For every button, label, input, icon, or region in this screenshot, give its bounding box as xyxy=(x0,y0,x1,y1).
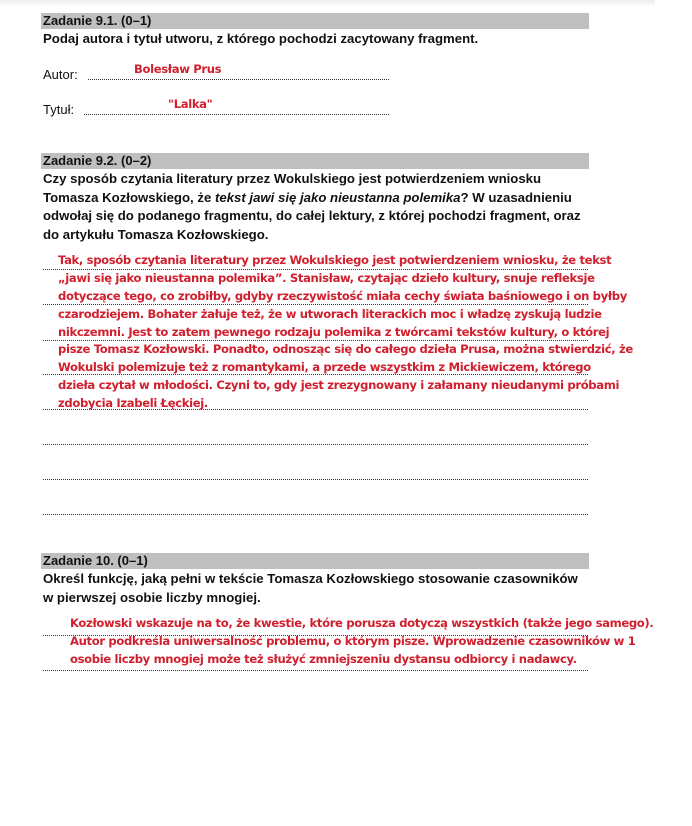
question-line: Czy sposób czytania literatury przez Wokulskiego jest potwierdzeniem wniosku xyxy=(43,171,542,186)
answer-line xyxy=(43,444,588,445)
task-header: Zadanie 9.2. (0–2) xyxy=(41,153,589,169)
answer-line xyxy=(43,479,588,480)
question-line xyxy=(43,189,603,208)
answer-text-line: „jawi się jako nieustanna polemika”. Stanisław, czytając dzieło kultury, snuje refleksje xyxy=(58,270,595,285)
title-answer: "Lalka" xyxy=(168,97,213,111)
task-question: Podaj autora i tytuł utworu, z którego pochodzi zacytowany fragment. xyxy=(43,31,479,46)
answer-text-line: Wokulski polemizuje też z romantykami, a przede wszystkim z Mickiewiczem, którego xyxy=(58,360,591,375)
handwritten-answer xyxy=(70,615,653,669)
handwritten-answer xyxy=(58,252,633,413)
title-answer-line xyxy=(84,114,389,115)
question-line: odwołaj się do podanego fragmentu, do całej lektury, z której pochodzi fragment, oraz xyxy=(43,208,581,223)
question-line: w pierwszej osobie liczby mnogiej. xyxy=(43,589,261,605)
quoted-thesis: tekst jawi się jako nieustanna polemika xyxy=(214,189,461,205)
answer-text-line: czarodziejem. Bohater żałuje też, że w utworach literackich moc i władzę zyskują ludzie xyxy=(58,306,602,321)
title-field xyxy=(43,102,393,120)
answer-text-line: dotyczące tego, co zrobiłby, gdyby rzeczywistość miała cechy świata baśniowego i on byłby xyxy=(58,288,627,303)
answer-text-line: dzieła czytał w młodości. Czyni to, gdy jest zrezygnowany i załamany nieudanymi próbami xyxy=(58,378,620,393)
question-line: do artykułu Tomasza Kozłowskiego. xyxy=(43,226,269,242)
author-label: Autor: xyxy=(43,67,78,82)
answer-text-line: Autor podkreśla uniwersalność problemu, o którym pisze. Wprowadzenie czasowników w 1 xyxy=(70,633,636,648)
question-text: ? W uzasadnieniu xyxy=(460,189,572,205)
task-question xyxy=(43,570,603,607)
page-top-edge xyxy=(0,0,655,6)
question-text: Tomasza Kozłowskiego, że xyxy=(43,189,215,205)
answer-text-line: Tak, sposób czytania literatury przez Wokulskiego jest potwierdzeniem wniosku, że tekst xyxy=(58,253,612,267)
task-question xyxy=(43,170,603,244)
author-answer-line xyxy=(88,79,389,80)
answer-text-line: osobie liczby mnogiej może też służyć zmniejszeniu dystansu odbiorcy i nadawcy. xyxy=(70,651,577,666)
answer-line xyxy=(43,670,588,671)
answer-text-line: zdobycia Izabeli Łęckiej. xyxy=(58,396,208,411)
answer-text-line: nikczemni. Jest to zatem pewnego rodzaju polemika z twórcami tekstów kultury, o której xyxy=(58,324,610,339)
title-label: Tytuł: xyxy=(43,102,75,117)
answer-line xyxy=(43,514,588,515)
task-header: Zadanie 9.1. (0–1) xyxy=(41,13,589,29)
task-header: Zadanie 10. (0–1) xyxy=(41,553,589,569)
answer-text-line: pisze Tomasz Kozłowski. Ponadto, odnosząc się do całego dzieła Prusa, można stwierdzić, że xyxy=(58,342,633,357)
author-answer: Bolesław Prus xyxy=(134,62,222,76)
question-line: Określ funkcję, jaką pełni w tekście Tomasza Kozłowskiego stosowanie czasowników xyxy=(43,571,578,586)
answer-text-line: Kozłowski wskazuje na to, że kwestie, które porusza dotyczą wszystkich (także jego samego). xyxy=(70,616,654,630)
